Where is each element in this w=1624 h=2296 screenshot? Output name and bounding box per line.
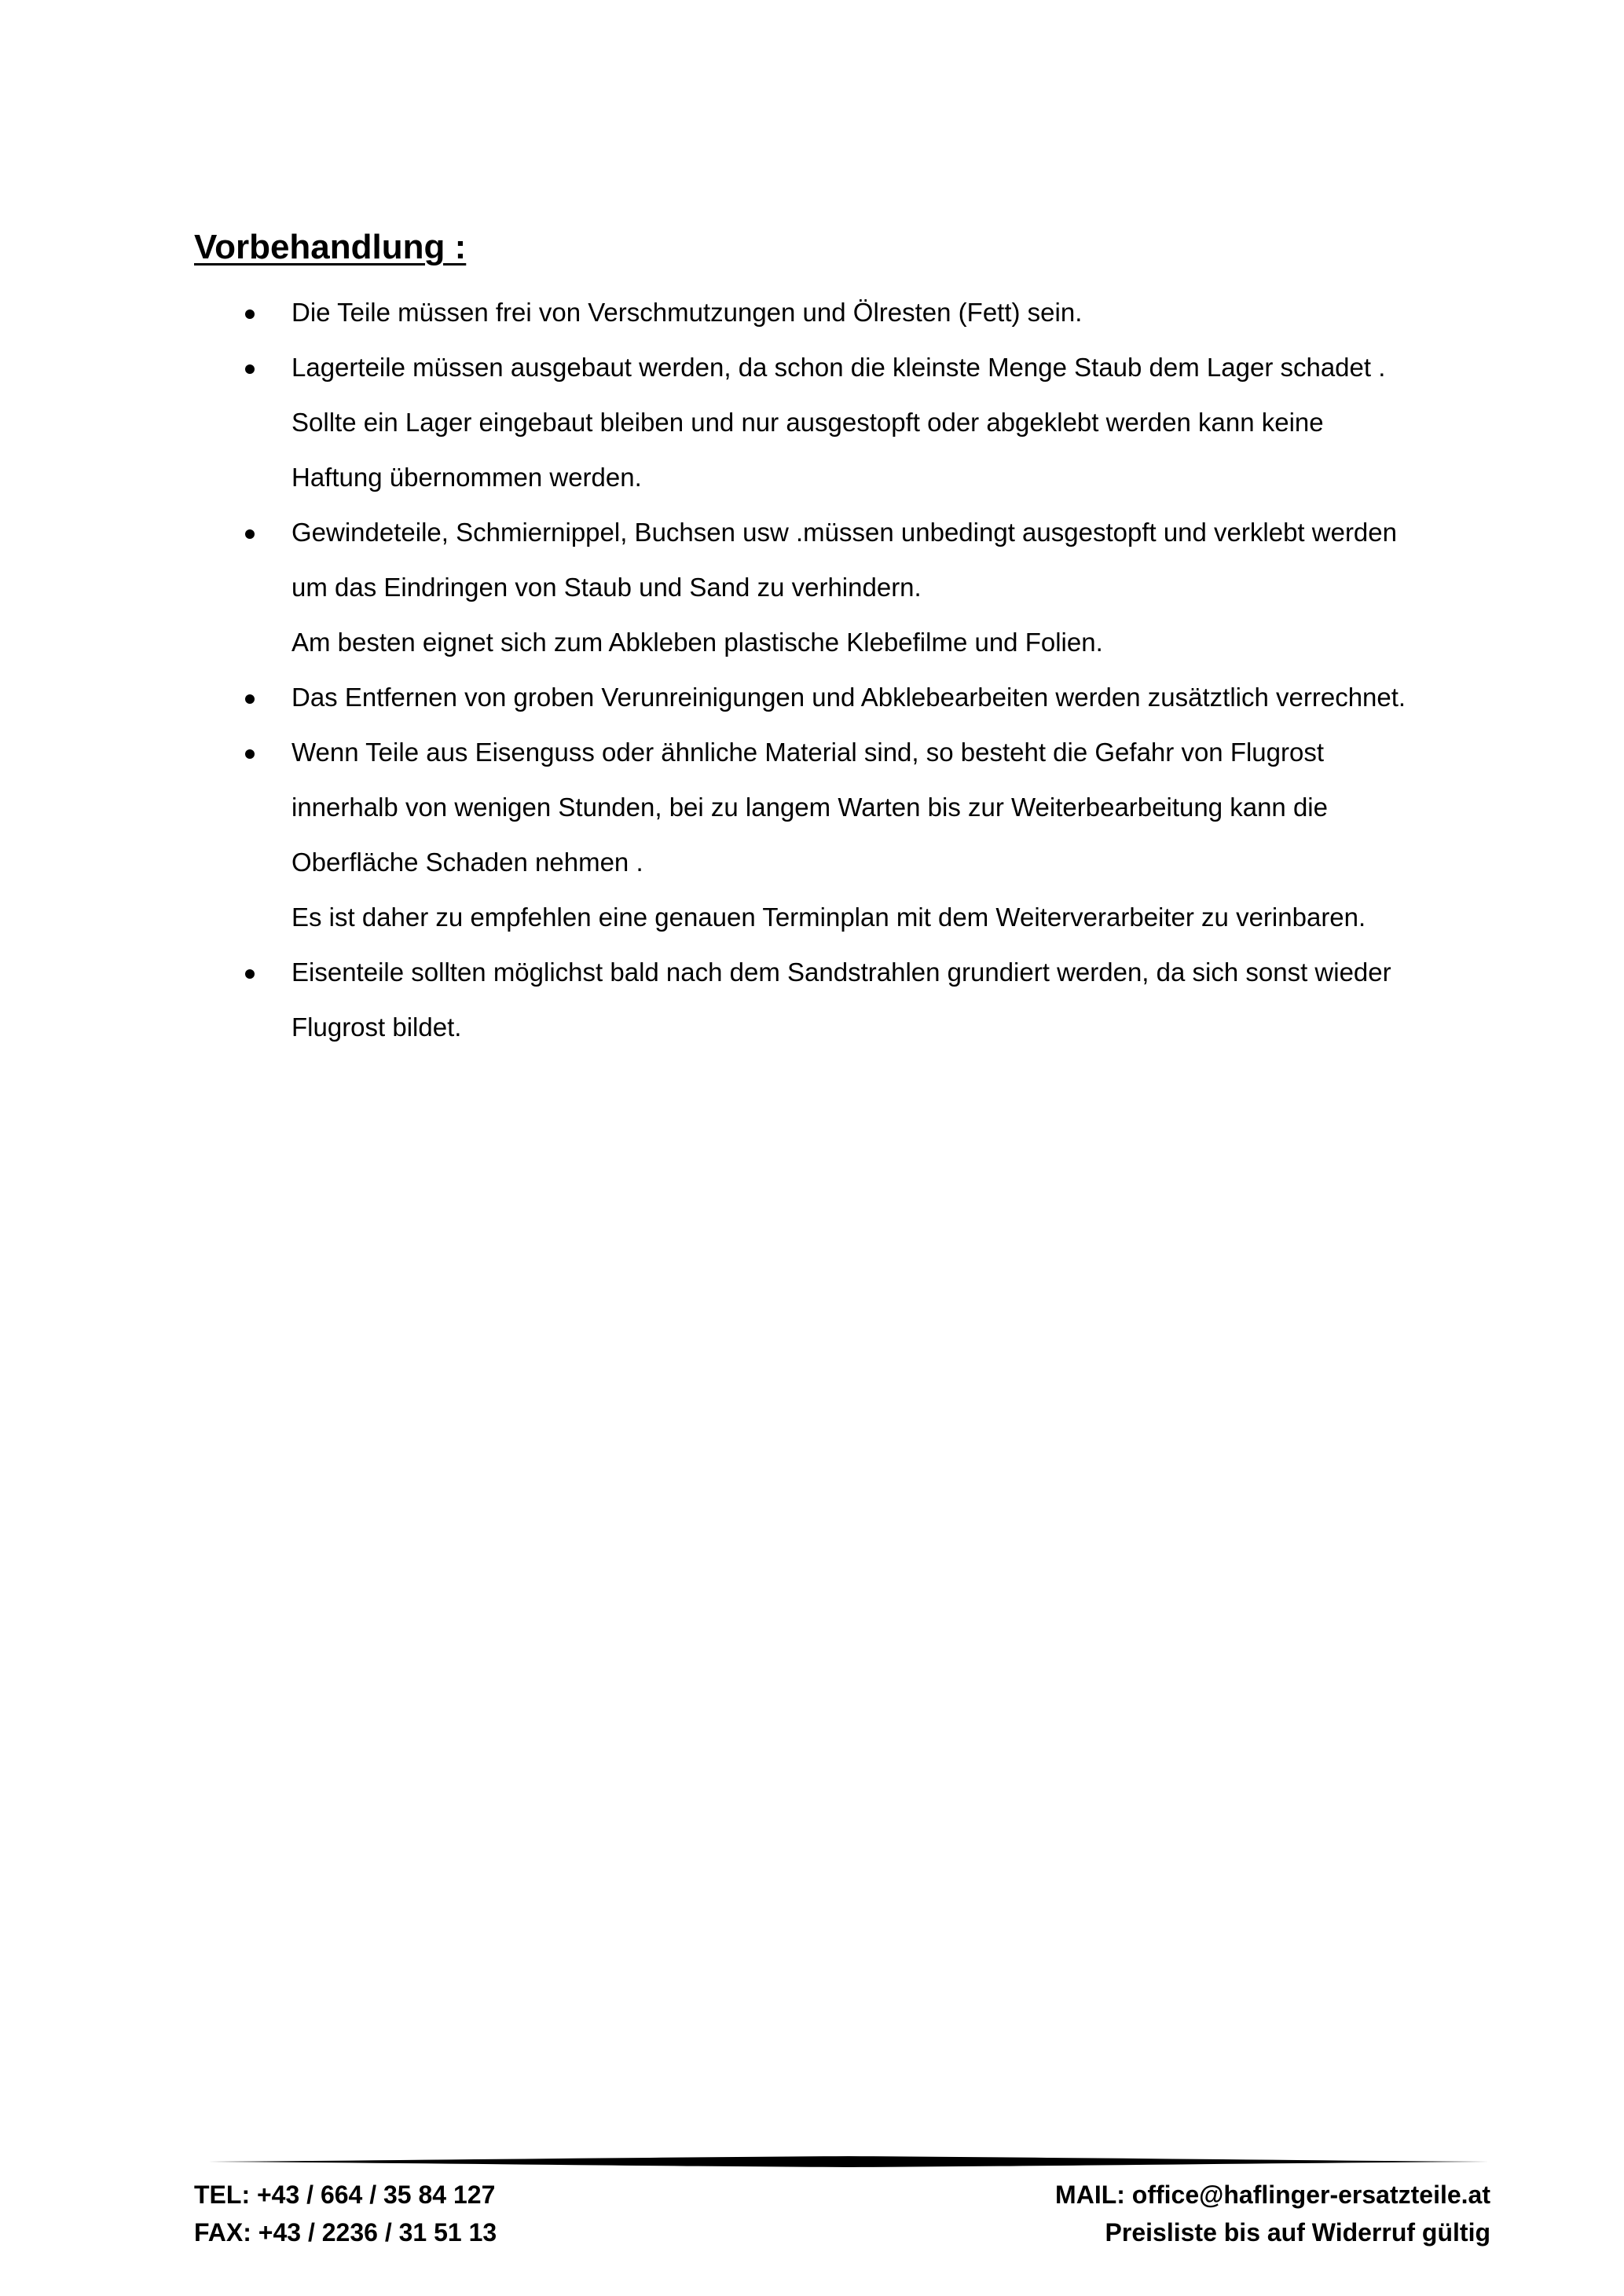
list-item	[0, 506, 1624, 671]
list-item-text: um das Eindringen von Staub und Sand zu verhindern.	[291, 573, 922, 602]
list-item-text: Gewindeteile, Schmiernippel, Buchsen usw .müssen unbedingt ausgestopft und verklebt werden	[291, 518, 1397, 547]
list-item-line	[0, 891, 1624, 946]
bullet-icon	[245, 364, 255, 374]
list-item-text: Wenn Teile aus Eisenguss oder ähnliche Material sind, so besteht die Gefahr von Flugrost	[291, 738, 1325, 767]
list-item-text: Oberfläche Schaden nehmen .	[291, 848, 643, 877]
list-item-line	[0, 726, 1624, 781]
list-item-line	[0, 341, 1624, 396]
list-item-text: Die Teile müssen frei von Verschmutzungen und Ölresten (Fett) sein.	[291, 298, 1083, 327]
footer-tel: TEL: +43 / 664 / 35 84 127	[194, 2181, 496, 2209]
list-item-line	[0, 506, 1624, 561]
bullet-icon	[245, 694, 255, 704]
list-item	[0, 671, 1624, 726]
bullet-icon	[245, 529, 255, 539]
list-item-line	[0, 396, 1624, 451]
list-item-line	[0, 781, 1624, 836]
footer-mail: MAIL: office@haflinger-ersatzteile.at	[1055, 2181, 1490, 2209]
list-item-line	[0, 1001, 1624, 1056]
list-item	[0, 286, 1624, 341]
list-item-text: Das Entfernen von groben Verunreinigungen und Abklebearbeiten werden zusätztlich verrechnet.	[291, 683, 1406, 712]
footer-divider	[208, 2155, 1489, 2168]
list-item-text: Am besten eignet sich zum Abkleben plastische Klebefilme und Folien.	[291, 628, 1103, 657]
list-item	[0, 341, 1624, 506]
list-item-text: innerhalb von wenigen Stunden, bei zu langem Warten bis zur Weiterbearbeitung kann die	[291, 793, 1328, 822]
bullet-icon	[245, 309, 255, 319]
list-item-text: Lagerteile müssen ausgebaut werden, da schon die kleinste Menge Staub dem Lager schadet .	[291, 353, 1386, 382]
list-item	[0, 726, 1624, 946]
list-item-line	[0, 616, 1624, 671]
list-item-text: Sollte ein Lager eingebaut bleiben und nur ausgestopft oder abgeklebt werden kann keine	[291, 408, 1324, 437]
list-item-line	[0, 836, 1624, 891]
list-item-text: Haftung übernommen werden.	[291, 463, 642, 492]
bullet-icon	[245, 749, 255, 759]
bullet-icon	[245, 969, 255, 979]
list-item	[0, 946, 1624, 1056]
footer-contact-left	[194, 2176, 497, 2251]
footer-contact-right	[1055, 2176, 1490, 2251]
list-item-line	[0, 946, 1624, 1001]
bullet-list	[0, 286, 1624, 1056]
list-item-line	[0, 286, 1624, 341]
list-item-text: Flugrost bildet.	[291, 1013, 462, 1042]
page-heading: Vorbehandlung :	[194, 228, 467, 266]
list-item-line	[0, 671, 1624, 726]
footer-fax: FAX: +43 / 2236 / 31 51 13	[194, 2218, 497, 2247]
list-item-text: Eisenteile sollten möglichst bald nach dem Sandstrahlen grundiert werden, da sich sonst wieder	[291, 958, 1391, 987]
footer-validity: Preisliste bis auf Widerruf gültig	[1105, 2218, 1490, 2247]
list-item-text: Es ist daher zu empfehlen eine genauen Terminplan mit dem Weiterverarbeiter zu verinbaren.	[291, 903, 1366, 932]
list-item-line	[0, 451, 1624, 506]
list-item-line	[0, 561, 1624, 616]
